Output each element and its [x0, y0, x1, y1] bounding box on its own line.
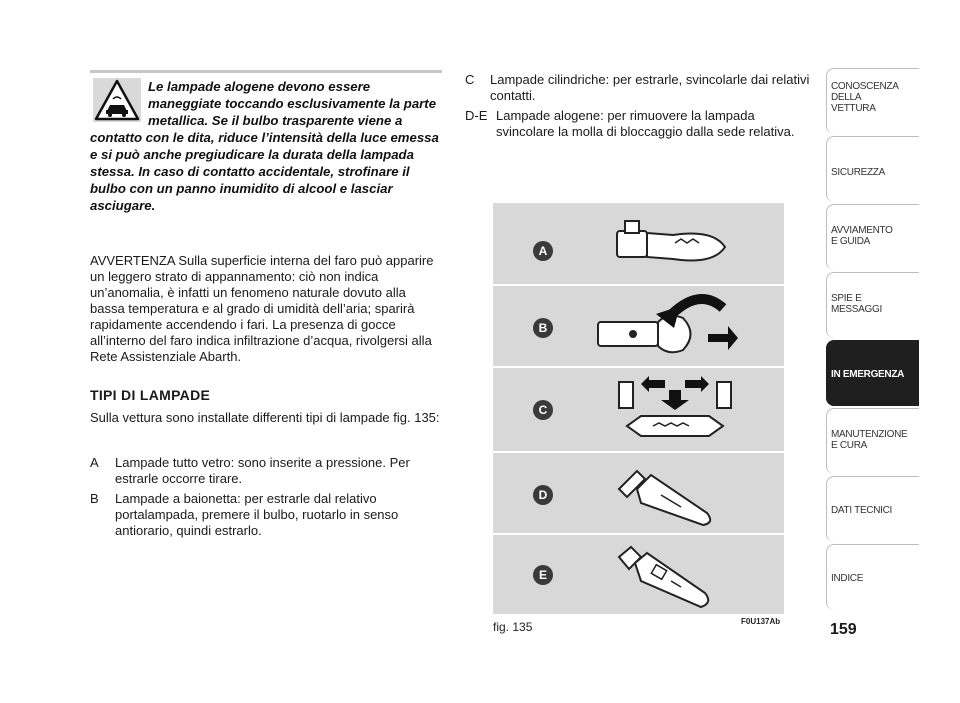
- nav-tab-sicurezza[interactable]: [826, 136, 919, 202]
- figure-panel-a: [493, 203, 784, 286]
- nav-tab-line: AVVIAMENTO: [831, 225, 893, 236]
- list-item-label: A: [90, 455, 99, 470]
- list-item: [465, 72, 810, 104]
- list-item-label: C: [465, 72, 475, 87]
- nav-tab-line: E GUIDA: [831, 236, 871, 247]
- list-item-text: Lampade tutto vetro: sono inserite a pressione. Per estrarle occorre tirare.: [115, 455, 410, 486]
- list-item: [90, 491, 442, 539]
- halogen-bulb-h1-icon: [611, 541, 721, 613]
- glass-bulb-icon: [613, 213, 763, 279]
- nav-tab-line: DELLA: [831, 92, 862, 103]
- nav-tab-line: SPIE E: [831, 293, 862, 304]
- list-item: [465, 108, 810, 140]
- nav-tab-conoscenza[interactable]: [826, 68, 919, 134]
- nav-tab-spie[interactable]: [826, 272, 919, 338]
- page-number: 159: [830, 621, 857, 638]
- list-item-label: D-E: [465, 108, 488, 123]
- lamp-types-figure: [493, 203, 784, 614]
- nav-tab-line: CONOSCENZA: [831, 81, 899, 92]
- panel-badge: C: [533, 400, 553, 420]
- panel-badge: A: [533, 241, 553, 261]
- nav-tab-avviamento[interactable]: [826, 204, 919, 270]
- bayonet-bulb-icon: [588, 292, 778, 364]
- list-item-label: B: [90, 491, 99, 506]
- figure-panel-e: [493, 535, 784, 614]
- nav-tab-line: VETTURA: [831, 103, 876, 114]
- nav-tab-line: E CURA: [831, 440, 867, 451]
- warning-text-block: [90, 78, 442, 214]
- nav-tab-manutenzione[interactable]: [826, 408, 919, 474]
- figure-panel-c: [493, 368, 784, 453]
- nav-tab-line: IN EMERGENZA: [831, 369, 905, 380]
- section-title: TIPI DI LAMPADE: [90, 387, 211, 403]
- list-item-text: Lampade cilindriche: per estrarle, svincolarle dai relativi contatti.: [490, 72, 810, 103]
- warning-text: Le lampade alogene devono essere maneggiate toccando esclusivamente la parte metallica. Se il bulbo trasparente viene a contatto con le dita, riduce l’intensità della luce emessa e si può anche pregiudicare la durata della lampada stessa. In caso di contatto accidentale, strofinare il bulbo con un panno inumidito di alcool e lasciar asciugare.: [90, 79, 439, 213]
- nav-tab-line: DATI TECNICI: [831, 505, 893, 516]
- nav-tab-line: SICUREZZA: [831, 167, 885, 178]
- figure-code: F0U137Ab: [741, 617, 781, 626]
- figure-caption: fig. 135: [493, 620, 533, 634]
- list-item-text: Lampade a baionetta: per estrarle dal relativo portalampada, premere il bulbo, ruotarlo in senso antiorario, quindi estrarlo.: [115, 491, 399, 538]
- panel-badge: E: [533, 565, 553, 585]
- nav-tab-indice[interactable]: [826, 544, 919, 610]
- halogen-bulb-h7-icon: [611, 459, 721, 531]
- nav-tab-line: MESSAGGI: [831, 304, 882, 315]
- nav-tab-line: MANUTENZIONE: [831, 429, 908, 440]
- section-intro: Sulla vettura sono installate differenti tipi di lampade fig. 135:: [90, 410, 440, 425]
- cylindrical-bulb-icon: [613, 376, 753, 448]
- figure-panel-d: [493, 453, 784, 535]
- list-item: [90, 455, 442, 487]
- avvertenza-paragraph: AVVERTENZA Sulla superficie interna del faro può apparire un leggero strato di appannamento: ciò non indica un’anomalia, è infatti un fenomeno naturale dovuto alla bassa temperatura e al grado di umidità dell’aria; sparirà rapidamente accendendo i fari. La presenza di gocce all’interno del faro indica infiltrazione d’acqua, rivolgersi alla Rete Assistenziale Abarth.: [90, 253, 434, 364]
- figure-panel-b: [493, 286, 784, 368]
- nav-tab-emergenza[interactable]: [826, 340, 919, 406]
- nav-tab-line: INDICE: [831, 573, 864, 584]
- lamp-type-list-left: [90, 455, 442, 539]
- lamp-type-list-right: [465, 72, 810, 140]
- nav-tab-dati-tecnici[interactable]: [826, 476, 919, 542]
- warning-divider: [90, 70, 442, 73]
- panel-badge: B: [533, 318, 553, 338]
- panel-badge: D: [533, 485, 553, 505]
- list-item-text: Lampade alogene: per rimuovere la lampada svincolare la molla di bloccaggio dalla sede relativa.: [496, 108, 795, 139]
